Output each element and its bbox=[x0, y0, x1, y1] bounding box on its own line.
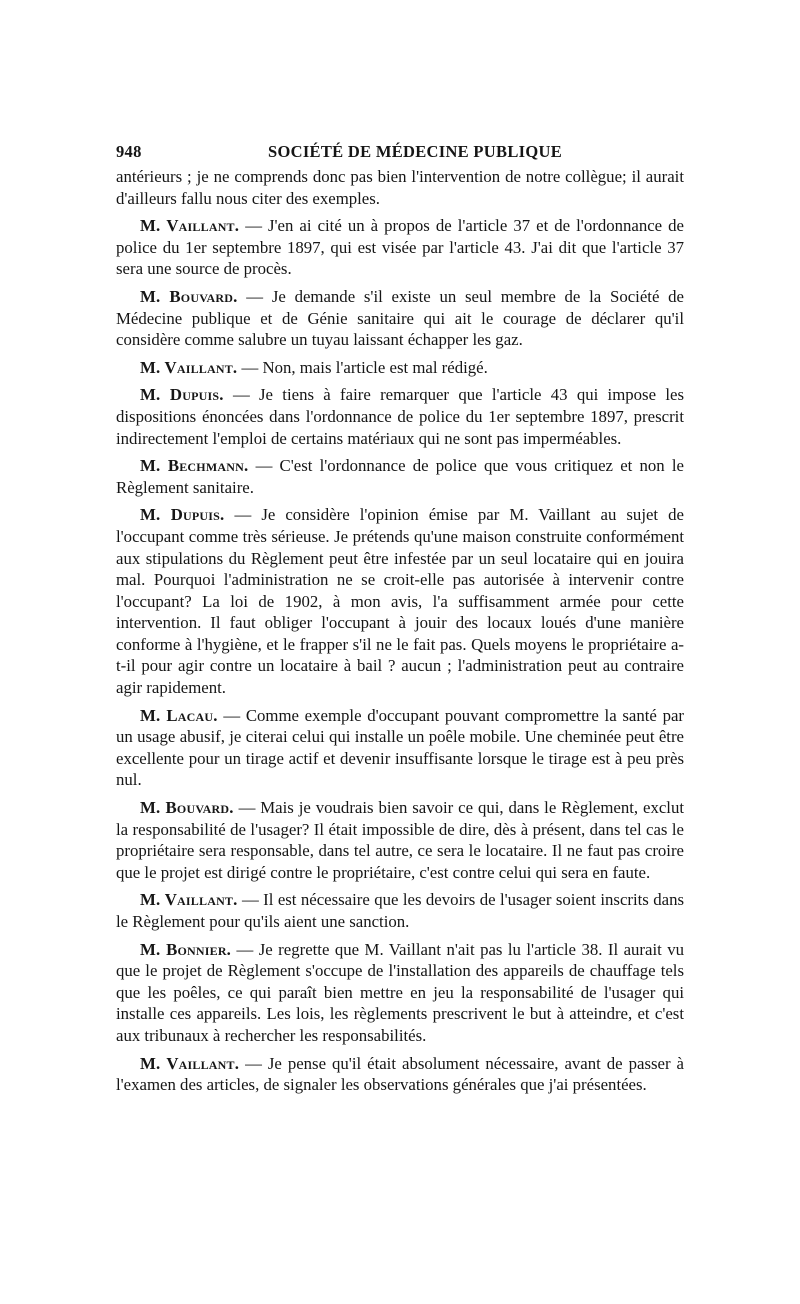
paragraph-text: — Je regrette que M. Vaillant n'ait pas lu l'article 38. Il aurait vu que le projet de Règlement s'occupe de l'installation des appareils de chauffage tels que les poêles, ce qui paraît bien mettre en jeu la responsabilité de l'usager qui installe ces appareils. Les lois, les règlements prescrivent le but à atteindre, et c'est aux tribunaux à rechercher les responsabilités. bbox=[116, 939, 684, 1045]
paragraph-text: — Mais je voudrais bien savoir ce qui, dans le Règlement, exclut la responsabilité de l'usager? Il était impossible de dire, dès à présent, dans tel cas le propriétaire sera responsable, dans tel autre, ce sera le locataire. Il ne faut pas croire que le projet est dirigé contre le propriétaire, c'est contre celui qui sera en faute. bbox=[116, 798, 685, 882]
speaker-name: M. Vaillant. bbox=[140, 1053, 240, 1073]
paragraph bbox=[116, 705, 684, 791]
speaker-name: M. Bouvard. bbox=[140, 798, 234, 818]
document-page bbox=[116, 140, 684, 1102]
speaker-name: M. Dupuis. bbox=[140, 505, 225, 525]
speaker-name: M. Bouvard. bbox=[140, 286, 238, 306]
paragraph bbox=[116, 455, 684, 498]
paragraph bbox=[116, 286, 684, 351]
paragraph-text: antérieurs ; je ne comprends donc pas bien l'intervention de notre collègue; il aurait d'ailleurs fallu nous citer des exemples. bbox=[116, 167, 684, 208]
paragraph-text: — Je tiens à faire remarquer que l'article 43 qui impose les dispositions énoncées dans l'ordonnance de police du 1er septembre 1897, prescrit indirectement l'emploi de certains matériaux qui ne sont pas imperméables. bbox=[116, 385, 684, 448]
paragraph-text: — Il est nécessaire que les devoirs de l'usager soient inscrits dans le Règlement pour qu'ils aient une sanction. bbox=[116, 890, 685, 931]
paragraph bbox=[116, 357, 684, 379]
paragraph bbox=[116, 504, 684, 698]
paragraph-text: — Je demande s'il existe un seul membre de la Société de Médecine publique et de Génie sanitaire qui ait le courage de déclarer qu'il considère comme salubre un tuyau laissant échapper les gaz. bbox=[116, 286, 684, 350]
speaker-name: M. Vaillant. bbox=[140, 216, 240, 236]
page-number: 948 bbox=[116, 142, 142, 161]
paragraph bbox=[116, 939, 684, 1047]
paragraph-text: — C'est l'ordonnance de police que vous critiquez et non le Règlement sanitaire. bbox=[116, 456, 684, 497]
speaker-name: M. Bonnier. bbox=[140, 939, 232, 959]
paragraph-text: — J'en ai cité un à propos de l'article 37 et de l'ordonnance de police du 1er septembre 1897, qui est visée par l'article 43. J'ai dit que l'article 37 sera une source de procès. bbox=[116, 216, 684, 279]
paragraph-text: — Je pense qu'il était absolument nécessaire, avant de passer à l'examen des articles, de signaler les observations générales que j'ai présentées. bbox=[116, 1053, 684, 1095]
paragraph bbox=[116, 215, 684, 280]
paragraph bbox=[116, 384, 684, 449]
paragraph-text: — Non, mais l'article est mal rédigé. bbox=[241, 357, 488, 377]
speaker-name: M. Lacau. bbox=[140, 705, 218, 725]
paragraph bbox=[116, 889, 684, 932]
paragraph-text: — Je considère l'opinion émise par M. Vaillant au sujet de l'occupant comme très sérieuse. Je prétends qu'une maison construite conformément aux stipulations du Règlement peut être infestée par un seul locataire qui en jouira mal. Pourquoi l'administration ne se croit-elle pas autorisée à intervenir contre l'occupant? La loi de 1902, à mon avis, l'a suffisamment armée pour cette intervention. Il faut obliger l'occupant à jouir des locaux loués d'une manière conforme à l'hygiène, et le frapper s'il ne le fait pas. Quels moyens le propriétaire a-t-il pour agir contre un locataire à bail ? aucun ; l'administration peut au contraire agir rapidement. bbox=[116, 505, 684, 698]
running-title: SOCIÉTÉ DE MÉDECINE PUBLIQUE bbox=[268, 142, 562, 161]
speaker-name: M. Vaillant. bbox=[140, 890, 238, 910]
speaker-name: M. Bechmann. bbox=[140, 456, 249, 476]
paragraph bbox=[116, 797, 684, 883]
speaker-name: M. Vaillant. bbox=[140, 357, 238, 377]
speaker-name: M. Dupuis. bbox=[140, 385, 224, 405]
page-header bbox=[116, 140, 684, 166]
paragraph-text: — Comme exemple d'occupant pouvant compromettre la santé par un usage abusif, je citerai celui qui installe un poêle mobile. Une cheminée peut être excellente pour un tirage actif et devenir insuffisante lorsque le tirage est à peu près nul. bbox=[116, 705, 684, 790]
paragraph bbox=[116, 1053, 684, 1096]
paragraph bbox=[116, 166, 684, 209]
